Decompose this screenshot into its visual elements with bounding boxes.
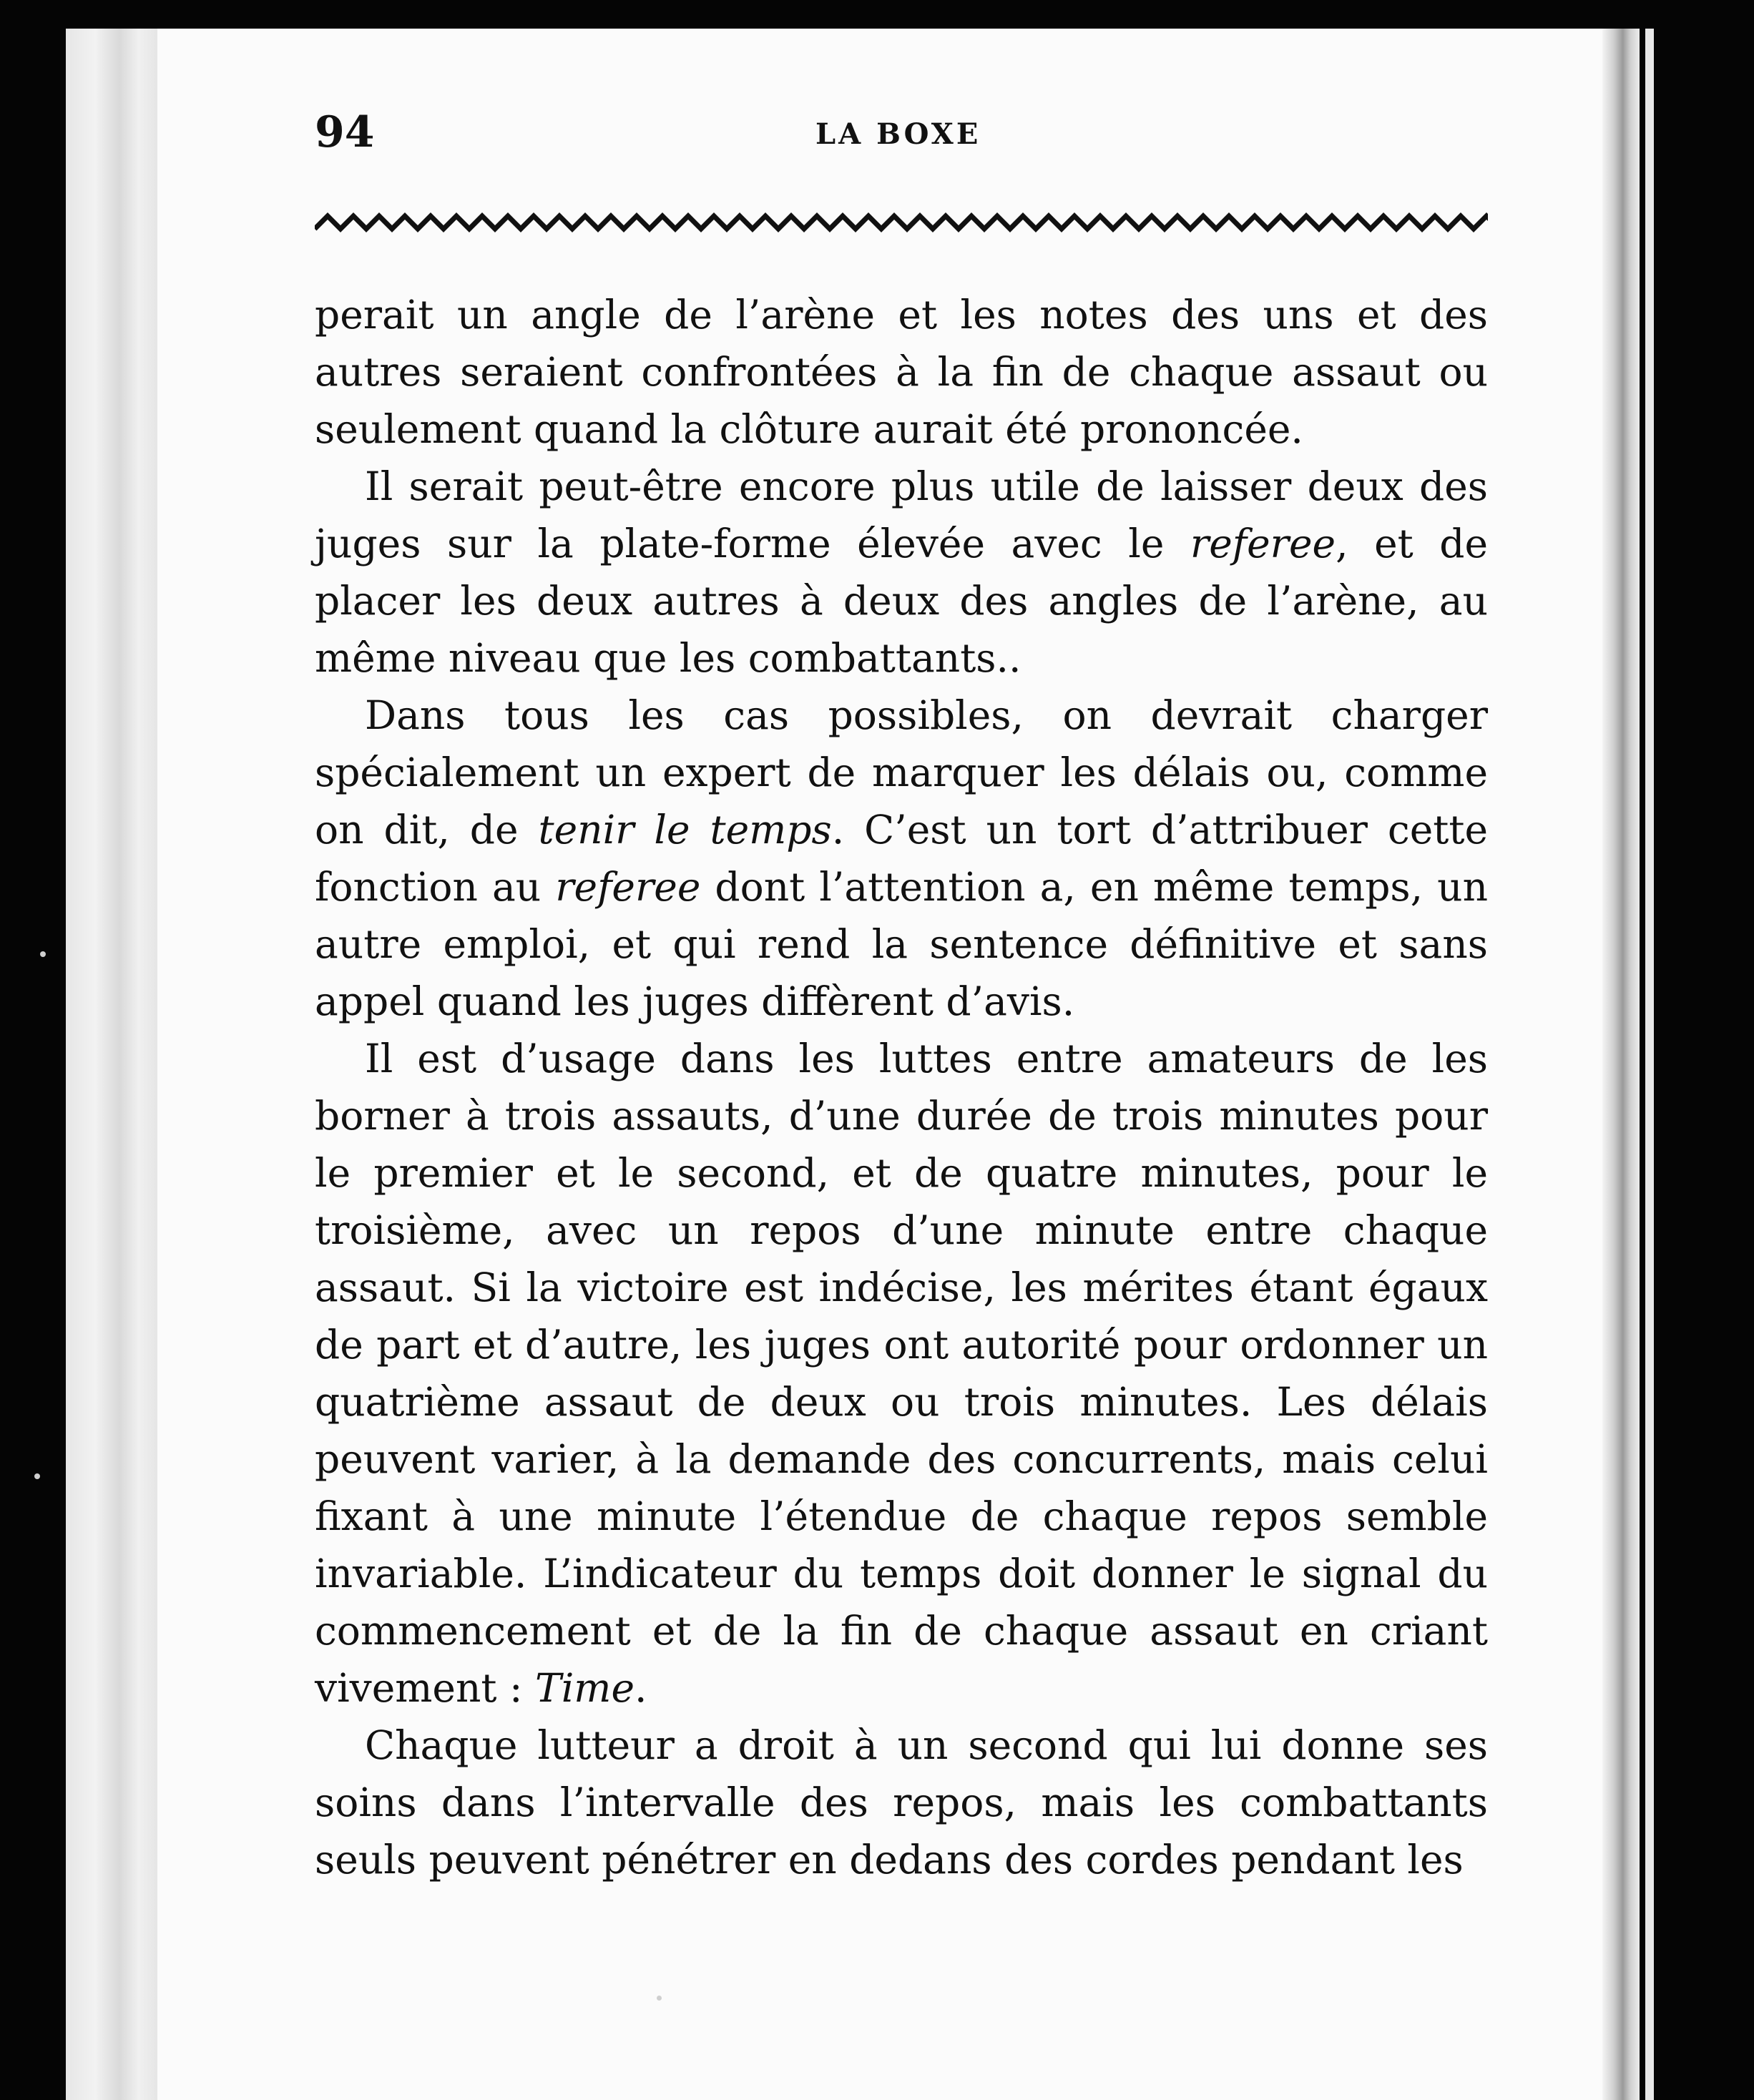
italic-text: tenir le temps — [538, 807, 832, 853]
scan-speck — [40, 951, 46, 957]
text-run: , et de placer les deux autres à deux des angles de l’arène, au même niveau que les combattants.. — [315, 521, 1488, 681]
scan-speck — [34, 1473, 40, 1479]
running-head: LA BOXE — [815, 117, 981, 151]
text-run: Il serait peut-être encore plus utile de laisser deux des juges sur la plate-forme élevée avec le — [315, 463, 1488, 566]
book-spine-shadow — [1602, 29, 1640, 2100]
text-run: . — [635, 1665, 647, 1711]
paragraph — [315, 458, 1488, 687]
paragraph — [315, 1717, 1488, 1888]
scan-speck — [657, 1996, 662, 2001]
paragraph — [315, 286, 1488, 458]
text-run: Chaque lutteur a droit à un second qui lui donne ses soins dans l’intervalle des repos, mais les combattants seuls peuvent pénétrer en dedans des cordes pendant les — [315, 1722, 1488, 1883]
text-run: dont l’attention a, en même temps, un autre emploi, et qui rend la sentence définitive et sans appel quand les juges diffèrent d’avis. — [315, 864, 1488, 1024]
text-run: Il est d’usage dans les luttes entre amateurs de les borner à trois assauts, d’une durée de trois minutes pour le premier et le second, et de quatre minutes, pour le troisième, avec un repos d’une minute entre chaque assaut. Si la victoire est indécise, les mérites étant égaux de part et d’autre, les juges ont autorité pour ordonner un quatrième assaut de deux ou trois minutes. Les délais peuvent varier, à la demande des concurrents, mais celui fixant à une minute l’étendue de chaque repos semble invariable. L’indicateur du temps doit donner le signal du commencement et de la fin de chaque assaut en criant vivement : — [315, 1036, 1488, 1711]
text-run: . C’est un tort d’attribuer cette fonction au — [315, 807, 1489, 910]
italic-text: Time — [535, 1665, 635, 1711]
book-spine-edge — [1645, 29, 1654, 2100]
paragraph — [315, 1030, 1488, 1717]
text-run: Dans tous les cas possibles, on devrait charger spécialement un expert de marquer les délais ou, comme on dit, de — [315, 692, 1488, 853]
italic-text: referee — [1190, 521, 1336, 566]
text-run: perait un angle de l’arène et les notes des uns et des autres seraient confrontées à la fin de chaque assaut ou seulement quand la clôture aurait été prononcée. — [315, 292, 1488, 452]
page-edge-left — [66, 29, 163, 2100]
decorative-wave-rule — [315, 212, 1488, 233]
page-header — [315, 107, 1488, 165]
paragraph — [315, 687, 1488, 1030]
body-text — [315, 286, 1488, 1888]
page-number: 94 — [315, 107, 375, 157]
italic-text: referee — [555, 864, 701, 910]
